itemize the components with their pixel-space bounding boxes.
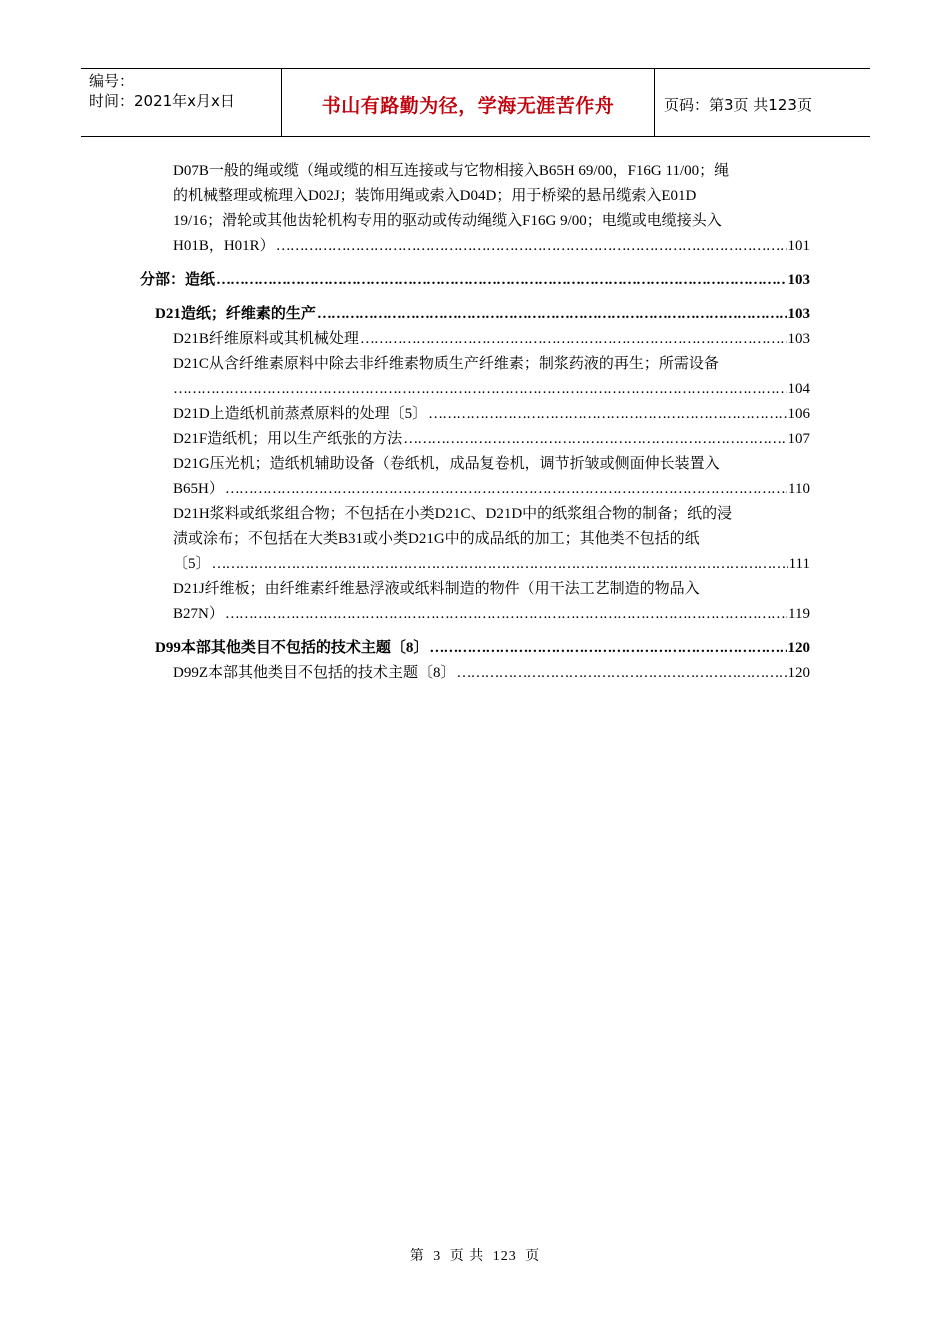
toc-entry-d21f[interactable]: [173, 427, 810, 452]
toc-entry-title: 分部：造纸: [140, 272, 216, 288]
toc-entry-d21b[interactable]: [173, 327, 810, 352]
toc-entry-d99z[interactable]: [173, 661, 810, 686]
toc-entry-subsection-papermaking[interactable]: [140, 268, 810, 293]
toc-entry-d21d[interactable]: [173, 402, 810, 427]
footer-mid: 页 共: [449, 1249, 485, 1264]
toc-page-number: 120: [787, 640, 810, 656]
header-motto: 书山有路勤为径，学海无涯苦作舟: [321, 95, 615, 117]
toc-entry-title: D99Z本部其他类目不包括的技术主题〔8〕: [173, 665, 456, 681]
toc-leader-dots: [360, 327, 787, 352]
footer-total-pages: 123: [492, 1249, 517, 1264]
toc-leader-dots: [216, 268, 786, 293]
toc-page-number: 107: [787, 431, 810, 447]
toc-leader-dots: [429, 636, 786, 661]
footer-page-number: 3: [433, 1249, 442, 1264]
page-footer: [0, 1245, 950, 1265]
toc-leader-dots: [276, 234, 787, 259]
footer-prefix: 第: [409, 1249, 425, 1264]
toc-page-number: 106: [787, 406, 810, 422]
toc-entry-line: D21C从含纤维素原料中除去非纤维素物质生产纤维素；制浆药液的再生；所需设备: [173, 356, 719, 372]
toc-leader-dots: [317, 302, 787, 327]
toc-leader-dots: [428, 402, 786, 427]
header-page-label: 页码：第3页 共123页: [664, 96, 812, 114]
toc-entry-line: 19/16；滑轮或其他齿轮机构专用的驱动或传动绳缆入F16G 9/00；电缆或电缆接头入: [173, 213, 722, 229]
toc-entry-title: D21造纸；纤维素的生产: [155, 306, 316, 322]
toc-page-number: 119: [788, 606, 810, 622]
toc-entry-d21j[interactable]: [173, 577, 810, 627]
toc-entry-line: 〔5〕: [173, 556, 211, 572]
toc-page-number: 103: [787, 331, 810, 347]
toc-leader-dots: [457, 661, 787, 686]
document-time-label: 时间：2021年x月x日: [89, 92, 235, 110]
toc-entry-line: B65H）: [173, 481, 224, 497]
header-page-cell: [655, 69, 870, 136]
toc-entry-title: D21B纤维原料或其机械处理: [173, 331, 359, 347]
toc-leader-dots: [403, 427, 786, 452]
document-number-label: 编号：: [89, 72, 135, 90]
toc-entry-d21h[interactable]: [173, 502, 810, 577]
toc-entry-line: 的机械整理或梳理入D02J；装饰用绳或索入D04D；用于桥梁的悬吊缆索入E01D: [173, 188, 697, 204]
toc-page-number: 103: [787, 272, 810, 288]
toc-entry-line: B27N）: [173, 606, 224, 622]
toc-entry-d99[interactable]: [155, 636, 810, 661]
toc-entry-title: D21D上造纸机前蒸煮原料的处理〔5〕: [173, 406, 428, 422]
toc-page-number: 120: [787, 665, 810, 681]
toc-entry-line: 渍或涂布；不包括在大类B31或小类D21G中的成品纸的加工；其他类不包括的纸: [173, 531, 700, 547]
toc-entry-d07b[interactable]: [173, 159, 810, 259]
toc-entry-d21g[interactable]: [173, 452, 810, 502]
toc-page-number: 104: [787, 381, 810, 397]
toc-page-number: 111: [788, 556, 810, 572]
toc-leader-dots: [225, 602, 787, 627]
toc-page-number: 101: [787, 238, 810, 254]
toc-page-number: 103: [787, 306, 810, 322]
toc-leader-dots: [173, 377, 787, 402]
toc-entry-line: D07B一般的绳或缆（绳或缆的相互连接或与它物相接入B65H 69/00，F16G 11/00；绳: [173, 163, 730, 179]
toc-entry-d21c[interactable]: [173, 352, 810, 402]
footer-suffix: 页: [525, 1249, 541, 1264]
toc-entry-d21[interactable]: [155, 302, 810, 327]
toc-entry-title: D21F造纸机；用以生产纸张的方法: [173, 431, 403, 447]
toc-entry-line: D21G压光机；造纸机辅助设备（卷纸机，成品复卷机，调节折皱或侧面伸长装置入: [173, 456, 720, 472]
toc-entry-title: D99本部其他类目不包括的技术主题〔8〕: [155, 640, 429, 656]
page-header: [81, 68, 870, 137]
toc-leader-dots: [212, 552, 788, 577]
header-meta-cell: [81, 69, 282, 136]
toc-entry-line: D21H浆料或纸浆组合物；不包括在小类D21C、D21D中的纸浆组合物的制备；纸的浸: [173, 506, 733, 522]
toc-leader-dots: [225, 477, 787, 502]
toc-page-number: 110: [788, 481, 810, 497]
toc-entry-line: D21J纤维板；由纤维素纤维悬浮液或纸料制造的物件（用干法工艺制造的物品入: [173, 581, 700, 597]
toc-entry-line: H01B，H01R）: [173, 238, 275, 254]
header-motto-cell: [282, 69, 655, 136]
